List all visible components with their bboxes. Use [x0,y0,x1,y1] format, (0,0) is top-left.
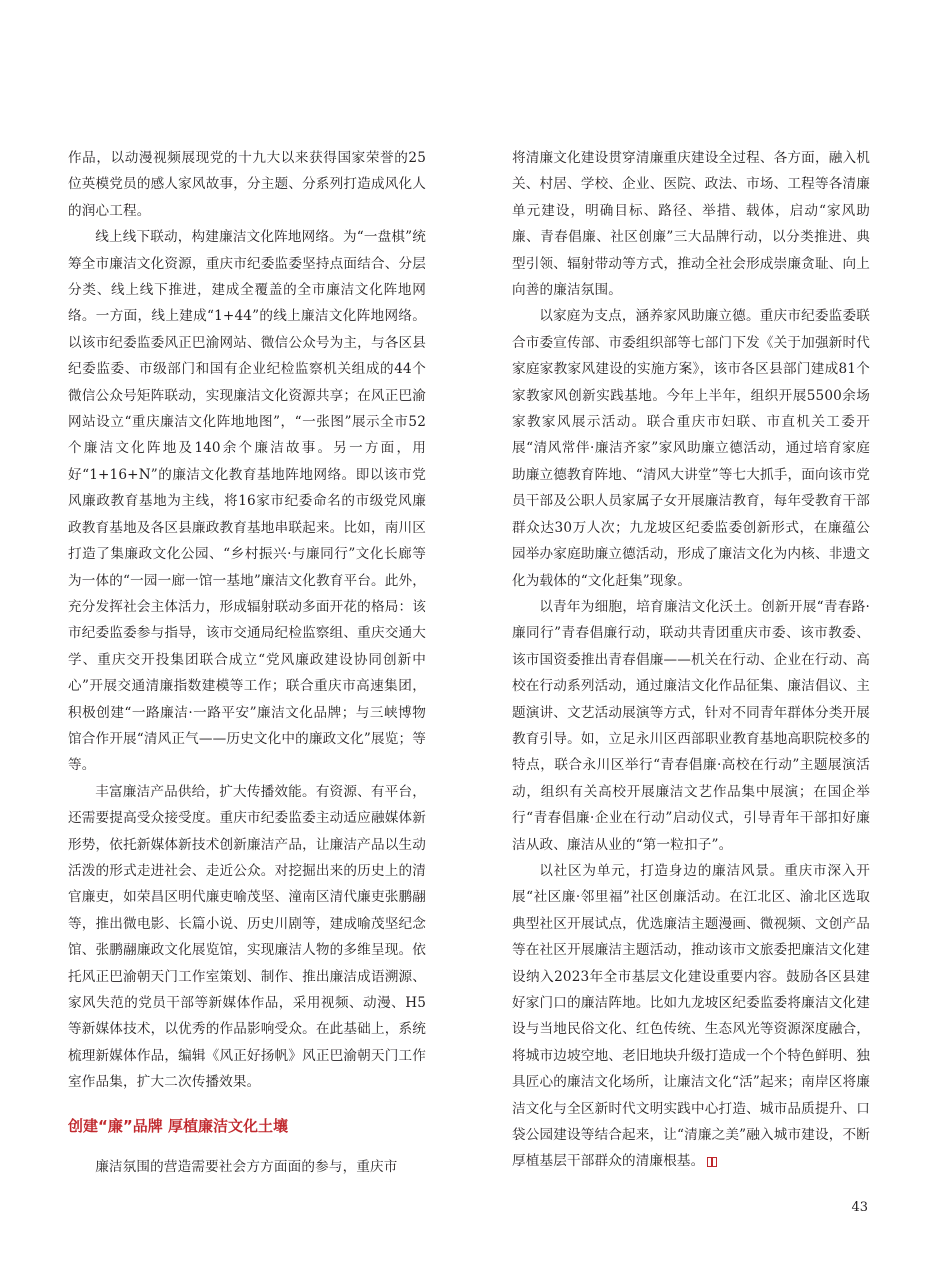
paragraph: 作品，以动漫视频展现党的十九大以来获得国家荣誉的25位英模党员的感人家风故事，分主题、分系列打造成风化人的润心工程。 [68,150,426,219]
paragraph-text: 以社区为单元，打造身边的廉洁风景。重庆市深入开展“社区廉·邻里福”社区创廉活动。在江北区、渝北区选取典型社区开展试点，优选廉洁主题漫画、微视频、文创产品等在社区开展廉洁主题活动，推动该市文旅委把廉洁文化建设纳入2023年全市基层文化建设重要内容。鼓励各区县建好家门口的廉洁阵地。比如九龙坡区纪委监委将廉洁文化建设与当地民俗文化、红色传统、生态风光等资源深度融合，将城市边坡空地、老旧地块升级打造成一个个特色鲜明、独具匠心的廉洁文化场所，让廉洁文化“活”起来；南岸区将廉洁文化与全区新时代文明实践中心打造、城市品质提升、口袋公园建设等结合起来，让“清廉之美”融入城市建设，不断厚植基层干部群众的清廉根基。 [512,862,870,1170]
right-column [512,145,870,1175]
paragraph: 廉洁氛围的营造需要社会方方面面的参与，重庆市 [95,1158,398,1175]
paragraph: 线上线下联动，构建廉洁文化阵地网络。为“一盘棋”统筹全市廉洁文化资源，重庆市纪委监委坚持点面结合、分层分类、线上线下推进，建成全覆盖的全市廉洁文化阵地网络。一方面，线上建成“1+44”的线上廉洁文化阵地网络。以该市纪委监委风正巴渝网站、微信公众号为主，与各区县纪委监委、市级部门和国有企业纪检监察机关组成的44个微信公众号矩阵联动，实现廉洁文化资源共享；在风正巴渝网站设立“重庆廉洁文化阵地地图”，“一张图”展示全市52个廉洁文化阵地及140余个廉洁故事。另一方面，用好“1+16+N”的廉洁文化教育基地阵地网络。即以该市党风廉政教育基地为主线，将16家市纪委命名的市级党风廉政教育基地及各区县廉政教育基地串联起来。比如，南川区打造了集廉政文化公园、“乡村振兴·与廉同行”文化长廊等为一体的“一园一廊一馆一基地”廉洁文化教育平台。此外，充分发挥社会主体活力，形成辐射联动多面开花的格局：该市纪委监委参与指导，该市交通局纪检监察组、重庆交通大学、重庆交开投集团联合成立“党风廉政建设协同创新中心”开展交通清廉指数建模等工作；联合重庆市高速集团，积极创建“一路廉洁·一路平安”廉洁文化品牌；与三峡博物馆合作开展“清风正气——历史文化中的廉政文化”展览；等等。 [68,229,426,774]
page-number: 43 [851,1200,868,1215]
left-column [68,145,426,1180]
section-heading: 创建“廉”品牌 厚植廉洁文化土壤 [68,1116,288,1135]
article-end-mark-icon [707,1157,717,1167]
paragraph: 以青年为细胞，培育廉洁文化沃土。创新开展“青春路·廉同行”青春倡廉行动，联动共青团重庆市委、该市教委、该市国资委推出青春倡廉——机关在行动、企业在行动、高校在行动系列活动，通过廉洁文化作品征集、廉洁倡议、主题演讲、文艺活动展演等方式，针对不同青年群体分类开展教育引导。如，立足永川区西部职业教育基地高职院校多的特点，联合永川区举行“青春倡廉·高校在行动”主题展演活动，组织有关高校开展廉洁文艺作品集中展演；在国企举行“青春倡廉·企业在行动”启动仪式，引导青年干部扣好廉洁从政、廉洁从业的“第一粒扣子”。 [512,598,870,853]
paragraph: 将清廉文化建设贯穿清廉重庆建设全过程、各方面，融入机关、村居、学校、企业、医院、政法、市场、工程等各清廉单元建设，明确目标、路径、举措、载体，启动“家风助廉、青春倡廉、社区创廉”三大品牌行动，以分类推进、典型引领、辐射带动等方式，推动全社会形成崇廉贪耻、向上向善的廉洁氛围。 [512,150,870,299]
paragraph-last [512,858,870,1175]
paragraph: 丰富廉洁产品供给，扩大传播效能。有资源、有平台，还需要提高受众接受度。重庆市纪委监委主动适应融媒体新形势，依托新媒体新技术创新廉洁产品，让廉洁产品以生动活泼的形式走进社会、走近公众。对挖掘出来的历史上的清官廉吏，如荣昌区明代廉吏喻茂坚、潼南区清代廉吏张鹏翮等，推出微电影、长篇小说、历史川剧等，建成喻茂坚纪念馆、张鹏翮廉政文化展览馆，实现廉洁人物的多维呈现。依托风正巴渝朝天门工作室策划、制作、推出廉洁成语溯源、家风失范的党员干部等新媒体作品，采用视频、动漫、H5等新媒体技术，以优秀的作品影响受众。在此基础上，系统梳理新媒体作品，编辑《风正好扬帆》风正巴渝朝天门工作室作品集，扩大二次传播效果。 [68,783,426,1091]
paragraph: 以家庭为支点，涵养家风助廉立德。重庆市纪委监委联合市委宣传部、市委组织部等七部门下发《关于加强新时代家庭家教家风建设的实施方案》，该市各区县部门建成81个家教家风创新实践基地。今年上半年，组织开展5500余场家教家风展示活动。联合重庆市妇联、市直机关工委开展“清风常伴·廉洁齐家”家风助廉立德活动，通过培育家庭助廉立德教育阵地、“清风大讲堂”等七大抓手，面向该市党员干部及公职人员家属子女开展廉洁教育，每年受教育干部群众达30万人次；九龙坡区纪委监委创新形式，在廉蕴公园举办家庭助廉立德活动，形成了廉洁文化为内核、非遗文化为载体的“文化赶集”现象。 [512,308,870,589]
